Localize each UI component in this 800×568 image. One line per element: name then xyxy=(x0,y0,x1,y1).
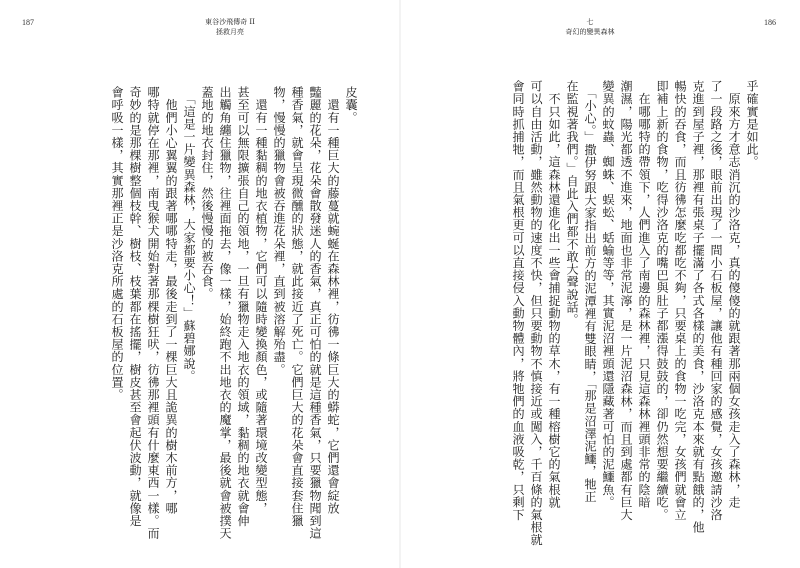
text-line: 蓋地的地衣封住，然後慢慢的被吞食。 xyxy=(200,86,214,301)
text-line: 哪特就停在那裡，南曳猴犬開始對著那棵樹狂吠，彷彿那裡頭有什麼東西一樣。而 xyxy=(146,86,160,540)
text-line: 在監視著我們。」自此入們都不敢大聲說話。 xyxy=(565,80,579,326)
text-line: 奇妙的是那棵樹整個枝幹、樹枝、枝葉都在搖擺，樹皮甚至會起伏波動，就像是 xyxy=(128,86,142,527)
text-line: 「這是一片變異森林，大家都要小心！」蘇碧娜說。 xyxy=(182,86,196,383)
book-title: 東谷沙飛傳奇 II xyxy=(205,18,255,26)
text-line: 暢快的吞食，而且彷彿怎麼吃都吃不夠，只要桌上的食物一吃完，女孩們就會立 xyxy=(673,80,687,521)
page-number-right: 186 xyxy=(764,18,776,27)
page-gutter xyxy=(399,0,401,568)
text-line: 不只如此，這森林還進化出一些會捕捉動物的草木，有一種榕樹它的氣根就 xyxy=(547,80,561,509)
text-line: 種香氣，就會呈現微醺的狀態，就此接近了死亡。它們巨大的花朵會直接套住獵 xyxy=(290,86,304,527)
text-line: 甚至可以無限擴張自己的領地，一旦有獵物走入地衣的領域，黏稠的地衣就會伸 xyxy=(236,86,250,527)
text-line: 他們小心翼翼的跟著哪哪特走，最後走到了一棵巨大且詭異的樹木前方，哪 xyxy=(164,86,178,515)
text-line: 原來方才意志消沉的沙洛克，真的傻傻的就跟著那兩個女孩走入了森林，走 xyxy=(727,80,741,509)
running-header-right xyxy=(560,17,620,37)
text-line: 即補上新的食物，吃得沙洛克的嘴巴與肚子都漲得鼓鼓的，卻仍然想要繼續吃。 xyxy=(655,80,669,521)
text-line: 皮囊。 xyxy=(344,86,358,124)
text-line: 潮濕，陽光都透不進來，地面也非常泥濘，是一片泥沼森林，而且到處都有巨大 xyxy=(619,80,633,521)
text-line: 會呼吸一樣，其實那裡正是沙洛克所處的石板屋的位置。 xyxy=(110,86,124,401)
text-line: 物，慢慢的獵物會被吞進花朵裡，直到被溶解殆盡。 xyxy=(272,86,286,376)
chapter-number: 七 xyxy=(586,18,594,26)
text-line: 變異的蚊蟲、蜘蛛、蜈蚣、蛞蝓等等，其實泥沼裡頭還隱藏著可怕的泥鱷魚。 xyxy=(601,80,615,509)
text-line: 了一段路之後，眼前出現了一間小石板屋，讓他有種回家的感覺，女孩邀請沙洛 xyxy=(709,80,723,521)
text-line: 「小心。」撒伊努跟大家指出前方的泥潭裡有雙眼睛，「那是沼澤泥鱷，牠正 xyxy=(583,80,597,503)
chapter-title: 奇幻的變異森林 xyxy=(565,28,615,36)
running-header-left xyxy=(200,17,260,37)
text-line: 乎確實是如此。 xyxy=(745,80,759,169)
page-number-left: 187 xyxy=(22,18,34,27)
text-line: 出觸角纏住獵物，往裡面拖去，像一樣，始終跑不出地衣的魔掌，最後就會被撲天 xyxy=(218,86,232,540)
text-line: 會同時抓捕牠，而且氣根更可以直接侵入動物體內，將牠們的血液吸乾，只剩下 xyxy=(511,80,525,521)
book-subtitle: 拯救月亮 xyxy=(216,28,244,36)
text-line: 豔麗的花朵，花朵會散發迷人的香氣，真正可怕的就是這種香氣，只要獵物聞到這 xyxy=(308,86,322,540)
text-line: 可以自由活動，雖然動物的速度不快，但只要動物不慎接近或闖入，千百條的氣根就 xyxy=(529,80,543,547)
text-line: 還有一種巨大的藤蔓就蜿蜒在森林裡，彷彿一條巨大的蟒蛇，它們還會綻放 xyxy=(326,86,340,515)
text-line: 克進到屋子裡，那裡有張桌子擺滿了各式各樣的美食，沙洛克本來就有點餓的，他 xyxy=(691,80,705,534)
text-line: 在哪哪特的帶領下，人們進入了南邊的森林裡，只見這森林裡頭非常的陰暗 xyxy=(637,80,651,509)
text-line: 還有一種黏稠的地衣植物，它們可以隨時變換顏色，或隨著環境改變型態， xyxy=(254,86,268,515)
